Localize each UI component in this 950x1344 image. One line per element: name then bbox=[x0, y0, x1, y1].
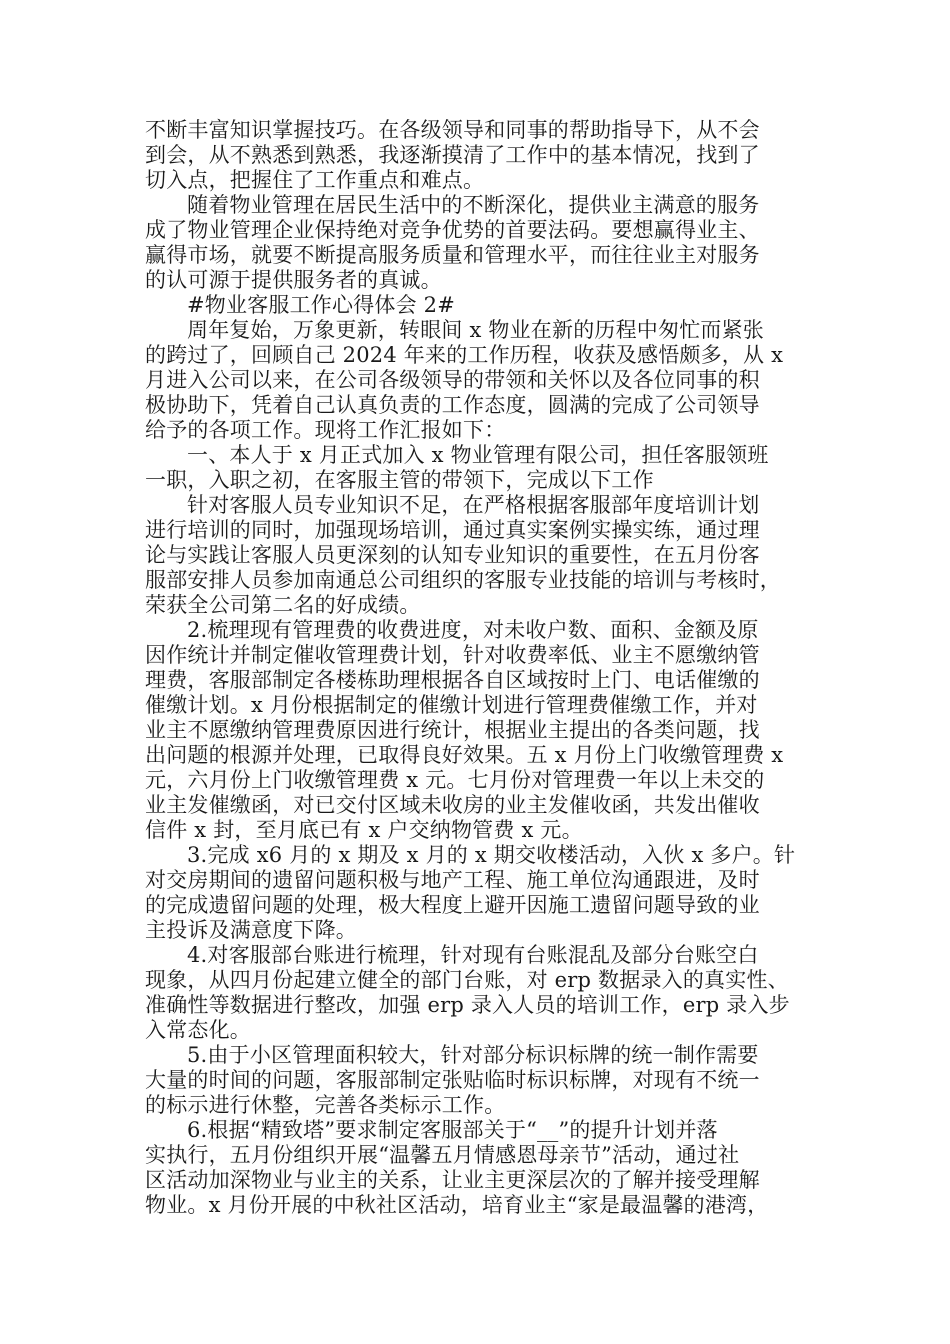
text-line: 极协助下，凭着自己认真负责的工作态度，圆满的完成了公司领导 bbox=[145, 393, 760, 417]
text-line: 成了物业管理企业保持绝对竞争优势的首要法码。要想赢得业主、 bbox=[145, 218, 760, 242]
text-line: 服部安排人员参加南通总公司组织的客服专业技能的培训与考核时， bbox=[145, 568, 781, 592]
text-line: 理费，客服部制定各楼栋助理根据各自区域按时上门、电话催缴的 bbox=[145, 668, 760, 692]
text-line: 4.对客服部台账进行梳理，针对现有台账混乱及部分台账空白 bbox=[187, 943, 759, 967]
text-line: 的认可源于提供服务者的真诚。 bbox=[145, 268, 442, 292]
text-line: 业主发催缴函，对已交付区域未收房的业主发催收函，共发出催收 bbox=[145, 793, 760, 817]
text-line: 荣获全公司第二名的好成绩。 bbox=[145, 593, 421, 617]
text-line: 6.根据“精致塔”要求制定客服部关于“__”的提升计划并落 bbox=[187, 1118, 718, 1142]
text-line: 一、本人于 x 月正式加入 x 物业管理有限公司，担任客服领班 bbox=[187, 443, 769, 467]
text-line: 一职，入职之初，在客服主管的带领下，完成以下工作 bbox=[145, 468, 654, 492]
text-line: 不断丰富知识掌握技巧。在各级领导和同事的帮助指导下，从不会 bbox=[145, 118, 760, 142]
text-line: 区活动加深物业与业主的关系，让业主更深层次的了解并接受理解 bbox=[145, 1168, 760, 1192]
text-line: 到会，从不熟悉到熟悉，我逐渐摸清了工作中的基本情况，找到了 bbox=[145, 143, 760, 167]
text-line: 物业。x 月份开展的中秋社区活动，培育业主“家是最温馨的港湾， bbox=[145, 1193, 769, 1217]
text-line: 2.梳理现有管理费的收费进度，对未收户数、面积、金额及原 bbox=[187, 618, 759, 642]
text-line: 随着物业管理在居民生活中的不断深化，提供业主满意的服务 bbox=[187, 193, 760, 217]
text-line: 业主不愿缴纳管理费原因进行统计，根据业主提出的各类问题，找 bbox=[145, 718, 760, 742]
text-line: 5.由于小区管理面积较大，针对部分标识标牌的统一制作需要 bbox=[187, 1043, 759, 1067]
text-line: 月进入公司以来，在公司各级领导的带领和关怀以及各位同事的积 bbox=[145, 368, 760, 392]
text-line: 实执行，五月份组织开展“温馨五月情感恩母亲节”活动，通过社 bbox=[145, 1143, 740, 1167]
document-body bbox=[145, 118, 815, 1218]
text-line: 赢得市场，就要不断提高服务质量和管理水平，而往往业主对服务 bbox=[145, 243, 760, 267]
text-line: 3.完成 x6 月的 x 期及 x 月的 x 期交收楼活动，入伙 x 多户。针 bbox=[187, 843, 796, 867]
text-line: 出问题的根源并处理，已取得良好效果。五 x 月份上门收缴管理费 x bbox=[145, 743, 784, 767]
text-line: 信件 x 封，至月底已有 x 户交纳物管费 x 元。 bbox=[145, 818, 583, 842]
text-line: 切入点，把握住了工作重点和难点。 bbox=[145, 168, 485, 192]
text-line: #物业客服工作心得体会 2# bbox=[187, 293, 456, 317]
text-line: 入常态化。 bbox=[145, 1018, 251, 1042]
text-line: 因作统计并制定催收管理费计划，针对收费率低、业主不愿缴纳管 bbox=[145, 643, 760, 667]
text-line: 进行培训的同时，加强现场培训，通过真实案例实操实练，通过理 bbox=[145, 518, 760, 542]
text-line: 对交房期间的遗留问题积极与地产工程、施工单位沟通跟进，及时 bbox=[145, 868, 760, 892]
text-line: 主投诉及满意度下降。 bbox=[145, 918, 357, 942]
text-line: 准确性等数据进行整改，加强 erp 录入人员的培训工作，erp 录入步 bbox=[145, 993, 790, 1017]
text-line: 的跨过了，回顾自己 2024 年来的工作历程，收获及感悟颇多，从 x bbox=[145, 343, 784, 367]
text-line: 催缴计划。x 月份根据制定的催缴计划进行管理费催缴工作，并对 bbox=[145, 693, 758, 717]
text-line: 论与实践让客服人员更深刻的认知专业知识的重要性，在五月份客 bbox=[145, 543, 760, 567]
text-line: 针对客服人员专业知识不足，在严格根据客服部年度培训计划 bbox=[187, 493, 760, 517]
text-line: 现象，从四月份起建立健全的部门台账，对 erp 数据录入的真实性、 bbox=[145, 968, 789, 992]
text-line: 大量的时间的问题，客服部制定张贴临时标识标牌，对现有不统一 bbox=[145, 1068, 760, 1092]
text-line: 周年复始，万象更新，转眼间 x 物业在新的历程中匆忙而紧张 bbox=[187, 318, 764, 342]
text-line: 的完成遗留问题的处理，极大程度上避开因施工遗留问题导致的业 bbox=[145, 893, 760, 917]
text-line: 给予的各项工作。现将工作汇报如下： bbox=[145, 418, 506, 442]
text-line: 的标示进行休整，完善各类标示工作。 bbox=[145, 1093, 506, 1117]
text-line: 元，六月份上门收缴管理费 x 元。七月份对管理费一年以上未交的 bbox=[145, 768, 765, 792]
